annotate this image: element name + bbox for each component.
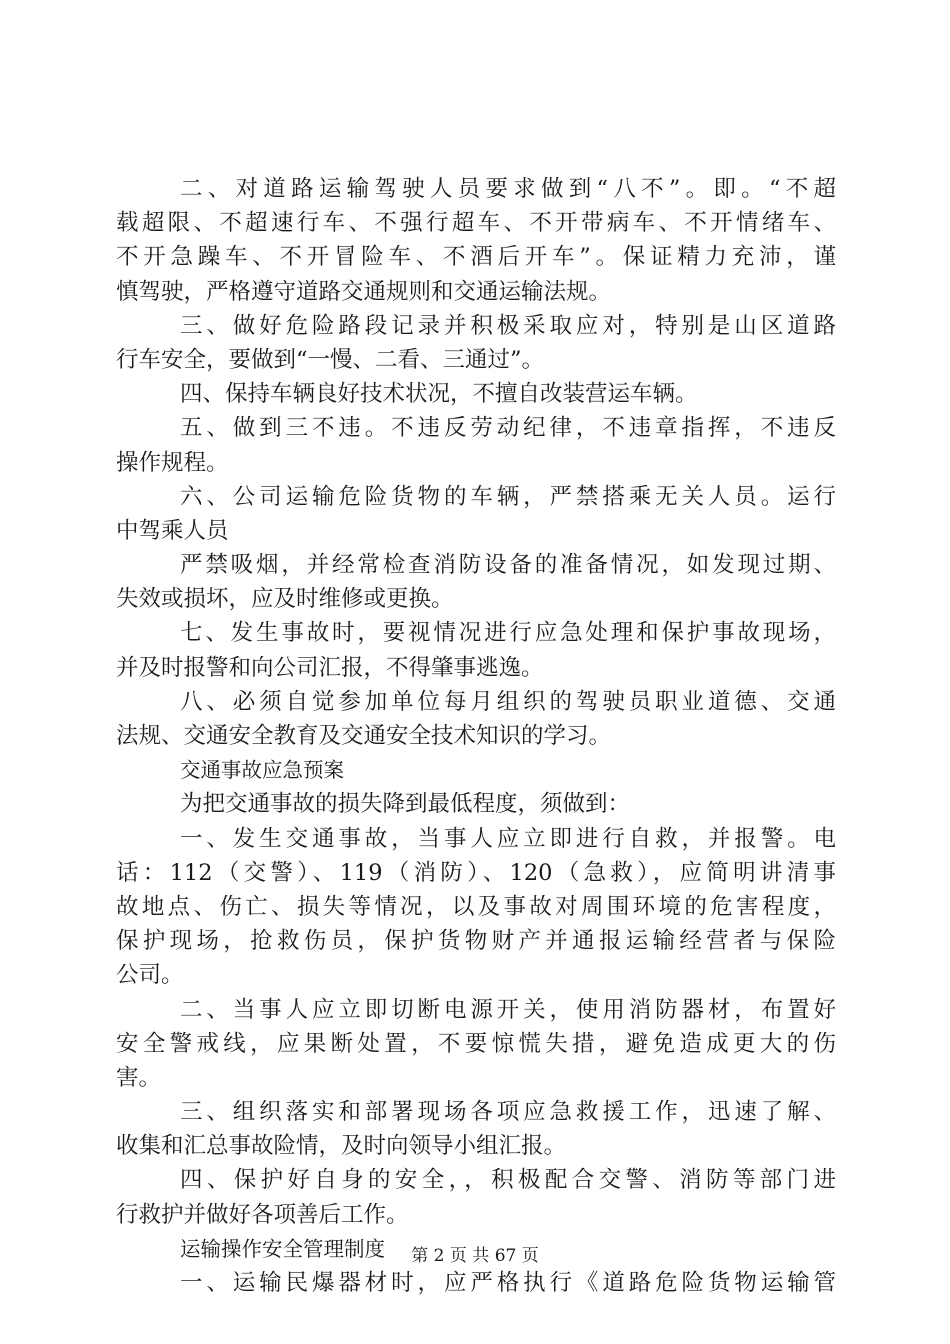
text-line: 公司。 (116, 962, 184, 989)
text-line: 并及时报警和向公司汇报，不得肇事逃逸。 (116, 654, 544, 681)
text-line: 五、做到三不违。不违反劳动纪律，不违章指挥，不违反 (180, 415, 836, 442)
text-line: 严禁吸烟，并经常检查消防设备的准备情况，如发现过期、 (180, 552, 836, 579)
text-line: 话：112（交警）、119（消防）、120（急救），应简明讲清事 (116, 859, 836, 886)
text-line: 七、发生事故时，要视情况进行应急处理和保护事故现场， (180, 620, 836, 647)
text-line: 慎驾驶，严格遵守道路交通规则和交通运输法规。 (116, 278, 612, 305)
text-line: 不开急躁车、不开冒险车、不酒后开车”。保证精力充沛，谨 (116, 244, 836, 271)
text-line: 行车安全，要做到“一慢、二看、三通过”。 (116, 346, 545, 373)
text-line: 四、保护好自身的安全，，积极配合交警、消防等部门进 (180, 1167, 836, 1194)
text-line: 六、公司运输危险货物的车辆，严禁搭乘无关人员。运行 (180, 483, 836, 510)
text-line: 三、组织落实和部署现场各项应急救援工作，迅速了解、 (180, 1099, 836, 1126)
text-line: 八、必须自觉参加单位每月组织的驾驶员职业道德、交通 (180, 688, 836, 715)
page-number-footer: 第 2 页 共 67 页 (411, 1246, 539, 1266)
text-line: 保护现场，抢救伤员，保护货物财产并通报运输经营者与保险 (116, 928, 836, 955)
text-line: 为把交通事故的损失降到最低程度，须做到： (180, 791, 631, 818)
text-line: 一、发生交通事故，当事人应立即进行自救，并报警。电 (180, 825, 836, 852)
text-line: 中驾乘人员 (116, 517, 229, 544)
text-line: 行救护并做好各项善后工作。 (116, 1201, 409, 1228)
text-line: 法规、交通安全教育及交通安全技术知识的学习。 (116, 723, 612, 749)
text-line: 安全警戒线，应果断处置，不要惊慌失措，避免造成更大的伤 (116, 1030, 836, 1057)
text-line: 害。 (116, 1064, 162, 1091)
section-heading: 运输操作安全管理制度 (180, 1236, 385, 1261)
document-body (116, 172, 836, 1300)
text-line: 失效或损坏，应及时维修或更换。 (116, 586, 454, 613)
text-line: 操作规程。 (116, 449, 229, 476)
text-line: 二、当事人应立即切断电源开关，使用消防器材，布置好 (180, 996, 836, 1023)
text-line: 载超限、不超速行车、不强行超车、不开带病车、不开情绪车、 (116, 210, 836, 237)
text-line: 故地点、伤亡、损失等情况，以及事故对周围环境的危害程度， (116, 893, 836, 920)
text-line: 收集和汇总事故险情，及时向领导小组汇报。 (116, 1133, 567, 1160)
text-line: 三、做好危险路段记录并积极采取应对，特别是山区道路 (180, 312, 836, 339)
text-line: 一、运输民爆器材时，应严格执行《道路危险货物运输管 (180, 1270, 836, 1296)
section-heading: 交通事故应急预案 (180, 758, 344, 783)
text-line: 二、对道路运输驾驶人员要求做到“八不”。即。“不超 (180, 176, 836, 202)
text-line: 四、保持车辆良好技术状况，不擅自改装营运车辆。 (180, 381, 698, 408)
